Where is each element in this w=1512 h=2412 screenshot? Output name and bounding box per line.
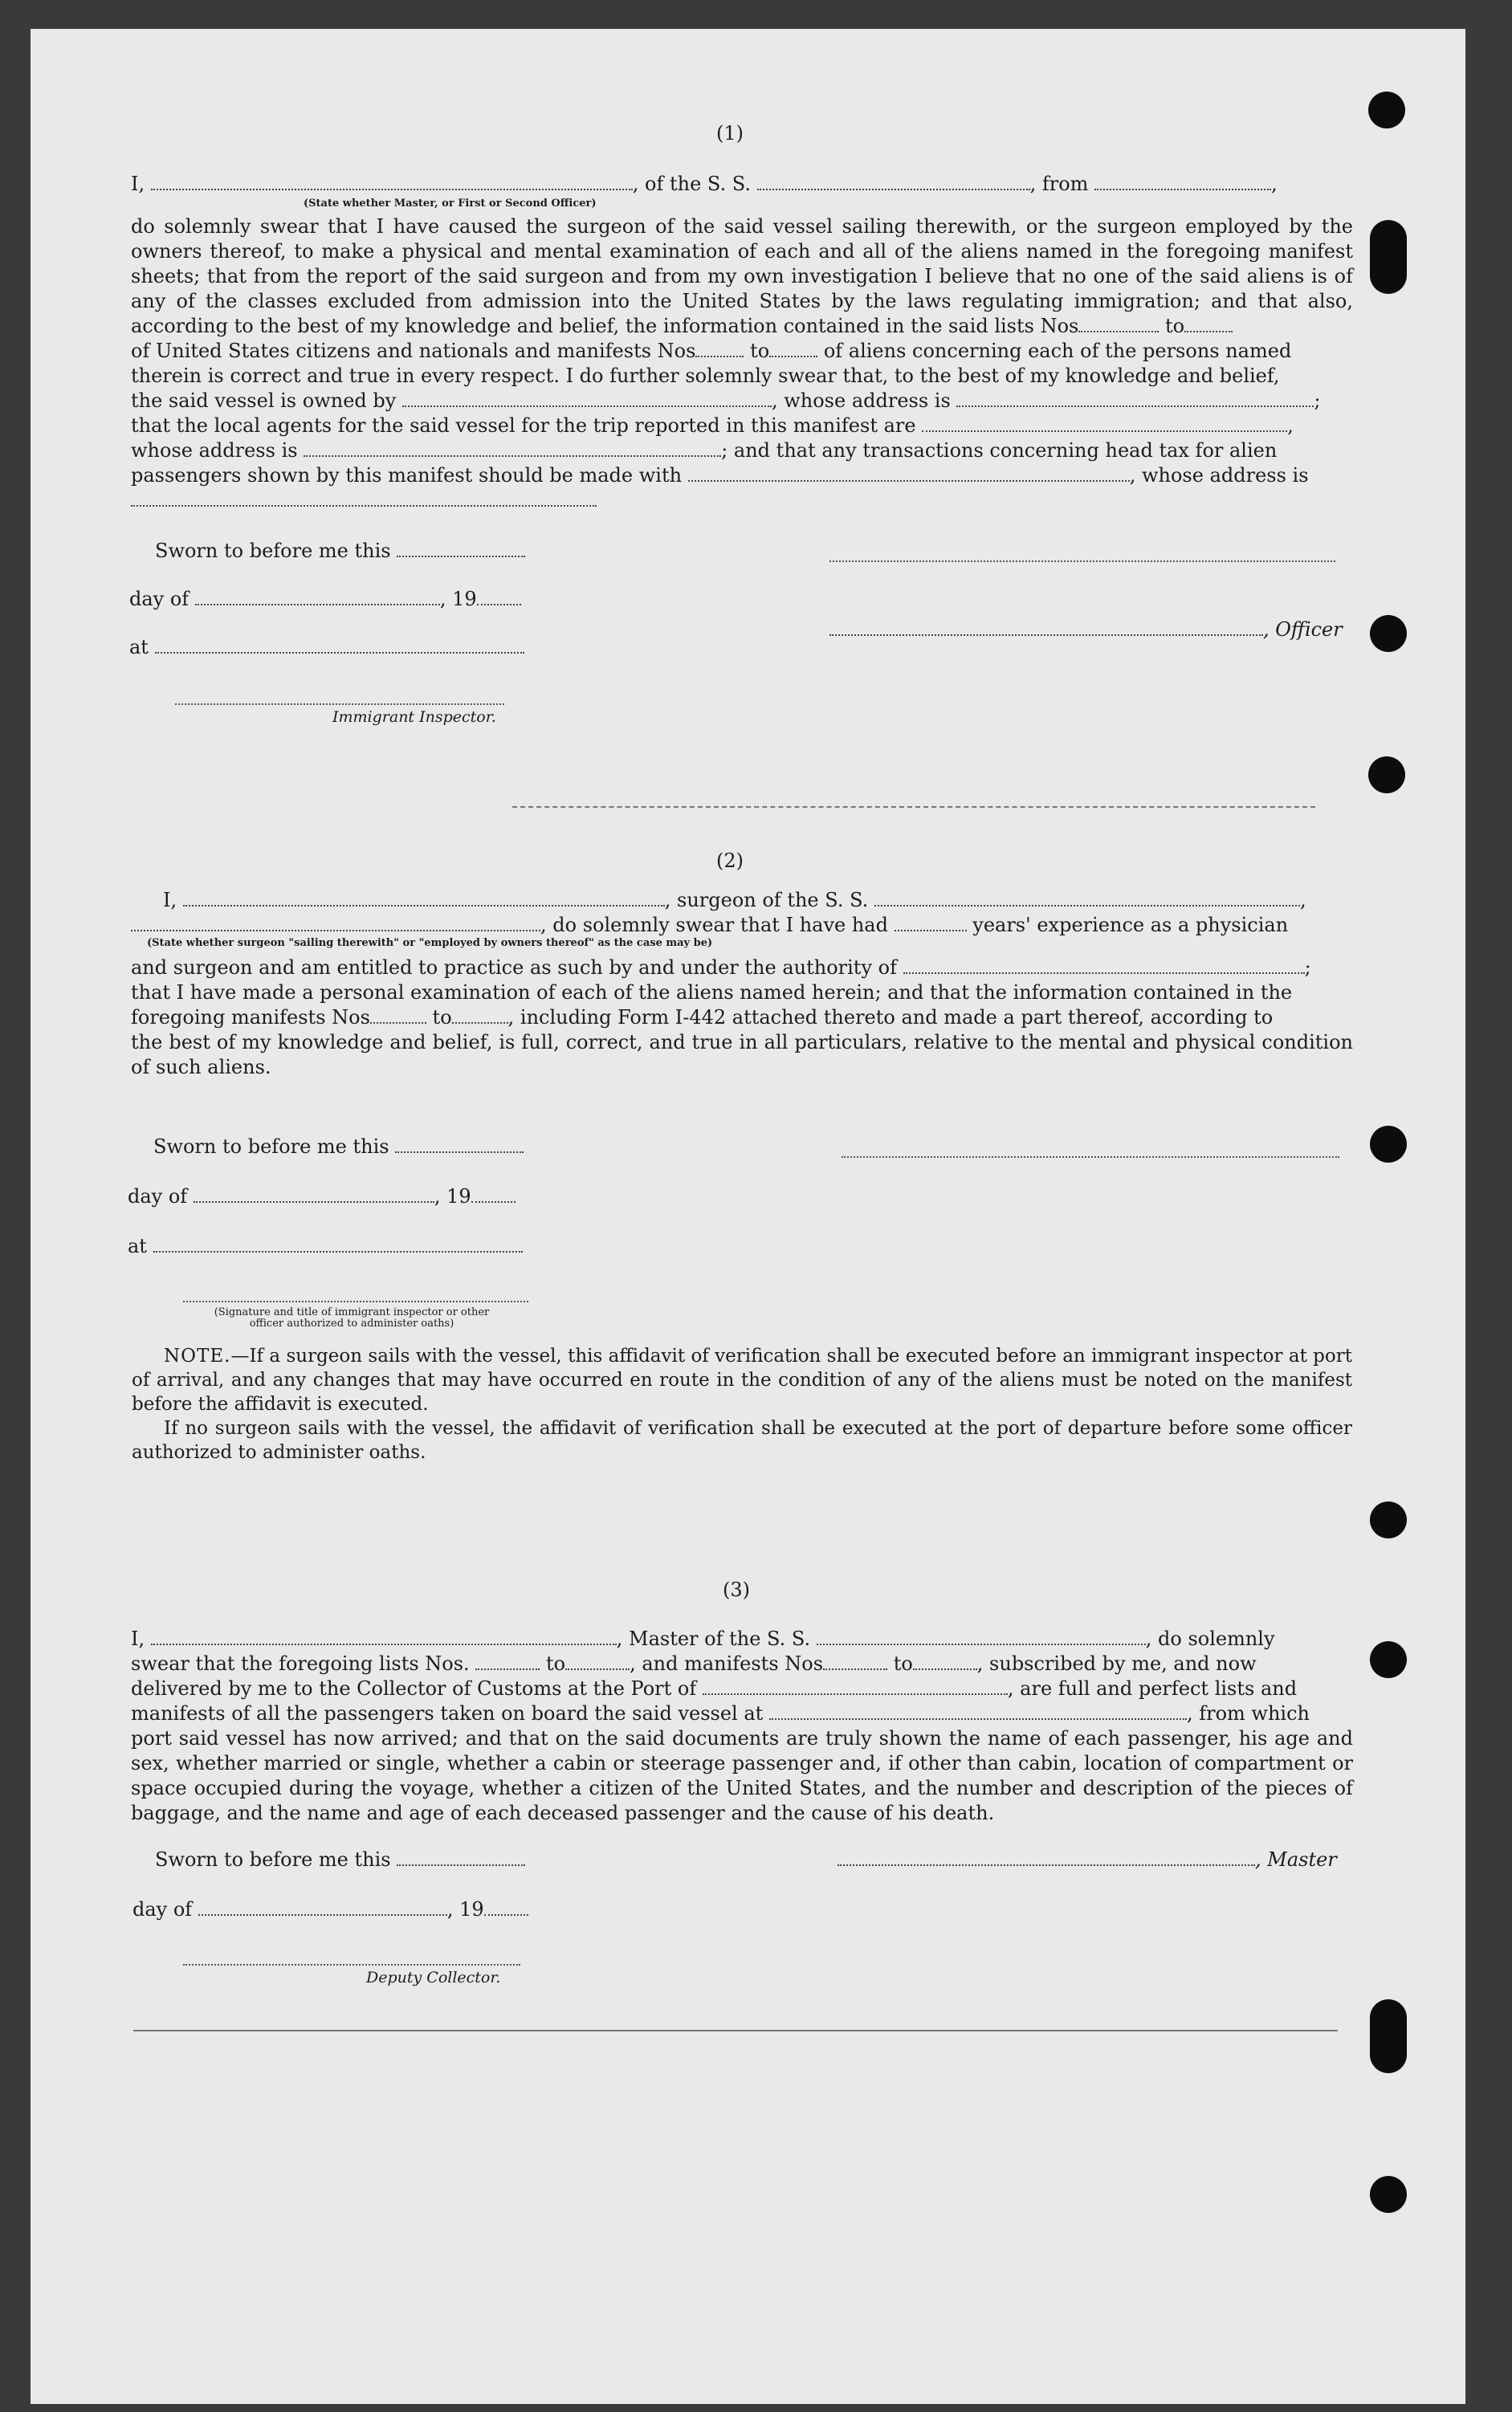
text: , whose address is (771, 389, 951, 412)
oath-line-3: therein is correct and true in every respect. I do further solemnly swear that, to the best of my knowledge and belief, (131, 365, 1280, 387)
day-field[interactable] (195, 588, 440, 605)
boarded-line (131, 1701, 1353, 1726)
binder-hole (1368, 92, 1405, 128)
ship-name-field[interactable] (757, 173, 1030, 190)
at-place-field[interactable] (155, 636, 524, 654)
sworn-date-field-3[interactable] (397, 1848, 525, 1866)
text: day of (128, 1185, 188, 1208)
manifest-nos-line (131, 1005, 1353, 1030)
sworn-date-field-2[interactable] (395, 1135, 524, 1153)
note-text: —If a surgeon sails with the vessel, this affidavit of verification shall be executed before an immigrant inspector at port of arrival, and any changes that may have occurred en route in the condition of any of the aliens must be noted on the manifest before the affidavit is executed. (132, 1346, 1352, 1415)
lists-nos-line (131, 1652, 1353, 1677)
manifest-from-field[interactable] (695, 340, 744, 357)
text: , whose address is (1129, 464, 1309, 487)
list-from-field[interactable] (1078, 315, 1159, 332)
text: ; and that any transactions concerning head tax for alien (721, 439, 1278, 462)
sworn-date-field[interactable] (397, 540, 525, 557)
lists-from-field[interactable] (475, 1652, 540, 1670)
text: passengers shown by this manifest should be made with (131, 464, 683, 487)
text: the said vessel is owned by (131, 389, 397, 412)
text: , 19 (446, 1898, 484, 1921)
surgeon-status-field[interactable] (131, 914, 540, 931)
day-field-2[interactable] (194, 1185, 434, 1203)
binder-hole (1370, 1501, 1407, 1538)
text: swear that the foregoing lists Nos. (131, 1652, 470, 1675)
text: delivered by me to the Collector of Customs at the Port of (131, 1677, 697, 1700)
list-to-field[interactable] (1184, 315, 1233, 332)
text: Sworn to before me this (155, 1848, 391, 1871)
manifest-to-field-2[interactable] (452, 1006, 508, 1024)
text: , Master (1255, 1848, 1337, 1871)
text: , surgeon of the S. S. (664, 889, 869, 911)
text: , from which (1186, 1702, 1310, 1725)
text: ; (1304, 956, 1311, 979)
surgeon-line (131, 888, 1353, 913)
at-row-2 (128, 1235, 523, 1257)
text: at (128, 1235, 147, 1257)
head-tax-address-line (131, 488, 1353, 513)
text: whose address is (131, 439, 298, 462)
binder-hole (1370, 615, 1407, 652)
master-signature-field[interactable] (838, 1848, 1255, 1866)
text: day of (129, 588, 190, 610)
lists-to-field[interactable] (565, 1652, 630, 1670)
authority-field[interactable] (903, 956, 1305, 974)
sworn-row-1 (155, 540, 525, 562)
deputy-signature-line (183, 1964, 520, 1966)
administering-officer-line (183, 1301, 528, 1302)
owner-address-field[interactable] (956, 389, 1314, 407)
text: , 19 (434, 1185, 471, 1208)
text: , (1271, 173, 1278, 195)
text: , Master of the S. S. (616, 1628, 811, 1650)
note-paragraph-2: If no surgeon sails with the vessel, the affidavit of verification shall be executed at the port of departure before some officer authorized to administer oaths. (132, 1418, 1352, 1463)
section-2-body (131, 888, 1353, 1080)
text: to (545, 1652, 566, 1675)
text: , (1287, 414, 1294, 437)
inspector-signature-line (175, 703, 504, 705)
officer-caption: (State whether Master, or First or Second Officer) (304, 198, 597, 210)
surgeon-caption: (State whether surgeon "sailing therewith" or "employed by owners thereof" as the case may be) (147, 937, 713, 949)
from-port-field[interactable] (1094, 173, 1271, 190)
day-row-3 (132, 1898, 528, 1921)
officer-signature-field[interactable] (829, 618, 1263, 636)
year-field[interactable] (477, 588, 521, 605)
authority-line (131, 955, 1353, 980)
head-tax-line (131, 463, 1353, 488)
surgeon-name-field[interactable] (183, 889, 665, 907)
text: that the local agents for the said vessel for the trip reported in this manifest are (131, 414, 916, 437)
agents-line (131, 414, 1353, 438)
binder-hole (1370, 1999, 1407, 2073)
binder-hole (1370, 2176, 1407, 2213)
text: to (1165, 315, 1185, 337)
text: I, (131, 1628, 145, 1650)
text: ; (1314, 389, 1321, 412)
note-paragraph (132, 1344, 1352, 1416)
owner-field[interactable] (402, 389, 772, 407)
bottom-rule (133, 2030, 1338, 2031)
section-2-number: (2) (716, 849, 744, 872)
master-name-field[interactable] (151, 173, 633, 190)
head-tax-field[interactable] (688, 464, 1130, 482)
section-1-body (131, 172, 1353, 513)
sworn-row-3 (155, 1848, 525, 1871)
master-signature-row (838, 1848, 1337, 1871)
surgeon-ship-field[interactable] (874, 889, 1300, 907)
text: I, (131, 173, 145, 195)
at-row-1 (129, 636, 524, 658)
text: , Officer (1263, 618, 1343, 641)
oath-line-2 (131, 339, 1353, 364)
manifest-affidavit-page (31, 29, 1465, 2404)
text: of aliens concerning each of the persons named (823, 340, 1292, 362)
ship-name-field-3[interactable] (817, 1628, 1146, 1645)
head-tax-address-field[interactable] (131, 489, 597, 507)
text: , 19 (439, 588, 477, 610)
belief-paragraph: the best of my knowledge and belief, is full, correct, and true in all particulars, relative to the mental and physical condition of such aliens. (131, 1031, 1353, 1078)
section-divider (512, 806, 1315, 808)
text: I, (163, 889, 177, 911)
administering-officer-caption: (Signature and title of immigrant inspector or other officer authorized to administer oaths) (214, 1306, 490, 1330)
binder-hole (1370, 220, 1407, 294)
text: Sworn to before me this (155, 540, 391, 562)
section-3-number: (3) (723, 1579, 750, 1601)
day-row-2 (128, 1185, 516, 1208)
immigrant-inspector-label: Immigrant Inspector. (332, 708, 496, 726)
agents-address-line (131, 438, 1353, 463)
text: , are full and perfect lists and (1007, 1677, 1298, 1700)
experience-line (131, 913, 1353, 938)
text: to (750, 340, 770, 362)
text: of United States citizens and nationals and manifests Nos (131, 340, 696, 362)
examination-line: that I have made a personal examination of each of the aliens named herein; and that the information contained in the (131, 981, 1293, 1004)
deputy-collector-label: Deputy Collector. (366, 1969, 501, 1986)
day-field-3[interactable] (198, 1898, 447, 1916)
master-declaration-line (131, 172, 1353, 197)
note-label: NOTE. (164, 1346, 231, 1367)
owner-line (131, 389, 1353, 414)
year-field-3[interactable] (484, 1898, 528, 1916)
text: , do solemnly swear that I have had (540, 914, 888, 936)
text: , of the S. S. (632, 173, 751, 195)
port-field[interactable] (703, 1677, 1008, 1695)
text: to (893, 1652, 913, 1675)
text: , (1299, 889, 1306, 911)
oath-paragraph (131, 214, 1353, 339)
boarding-port-field[interactable] (769, 1702, 1187, 1720)
manifests-from-field-3[interactable] (823, 1652, 887, 1670)
surgeon-signature-line (842, 1156, 1339, 1158)
text: Sworn to before me this (153, 1135, 389, 1158)
binder-hole (1368, 756, 1405, 793)
oath-text: do solemnly swear that I have caused the surgeon of the said vessel sailing therewith, or the surgeon employed by the owners thereof, to make a physical and mental examination of each and all of the aliens named in the foregoing manifest sheets; that from the report of the said surgeon and from my own investigation I believe that no one of the said aliens is of any of the classes excluded from admission into the United States by the laws regulating immigration; and that also, according to the best of my knowledge and belief, the information contained in the said lists Nos (131, 215, 1353, 337)
day-row-1 (129, 588, 521, 610)
manifests-to-field-3[interactable] (913, 1652, 977, 1670)
note-block (132, 1344, 1352, 1465)
sworn-row-2 (153, 1135, 524, 1158)
text: years' experience as a physician (972, 914, 1289, 936)
binder-hole (1370, 1641, 1407, 1678)
text: at (129, 636, 149, 658)
text: to (432, 1006, 452, 1029)
collector-line (131, 1677, 1353, 1701)
agents-address-field[interactable] (304, 439, 721, 457)
signature-line (829, 560, 1335, 562)
text: manifests of all the passengers taken on board the said vessel at (131, 1702, 764, 1725)
text: , from (1029, 173, 1089, 195)
text: , and manifests Nos (630, 1652, 824, 1675)
years-field[interactable] (895, 914, 967, 931)
year-field-2[interactable] (471, 1185, 516, 1203)
passenger-details-paragraph: port said vessel has now arrived; and that on the said documents are truly shown the name of each passenger, his age and sex, whether married or single, whether a cabin or steerage passenger and, if other than cabin, location of compartment or space occupied during the voyage, whether a citizen of the United States, and the number and description of the pieces of baggage, and the name and age of each deceased passenger and the cause of his death. (131, 1727, 1353, 1824)
at-place-field-2[interactable] (153, 1235, 523, 1253)
text: , subscribed by me, and now (976, 1652, 1257, 1675)
officer-row (829, 618, 1343, 641)
text: , do solemnly (1145, 1628, 1275, 1650)
manifest-to-field[interactable] (769, 340, 817, 357)
binder-hole (1370, 1126, 1407, 1163)
text: foregoing manifests Nos (131, 1006, 370, 1029)
manifest-from-field-2[interactable] (370, 1006, 426, 1024)
master-name-field-3[interactable] (151, 1628, 617, 1645)
master-line (131, 1627, 1353, 1652)
section-1-number: (1) (716, 122, 744, 145)
section-3-body (131, 1627, 1353, 1826)
agents-field[interactable] (922, 414, 1287, 432)
text: , including Form I-442 attached thereto and made a part thereof, according to (507, 1006, 1274, 1029)
text: and surgeon and am entitled to practice as such by and under the authority of (131, 956, 897, 979)
text: day of (132, 1898, 193, 1921)
